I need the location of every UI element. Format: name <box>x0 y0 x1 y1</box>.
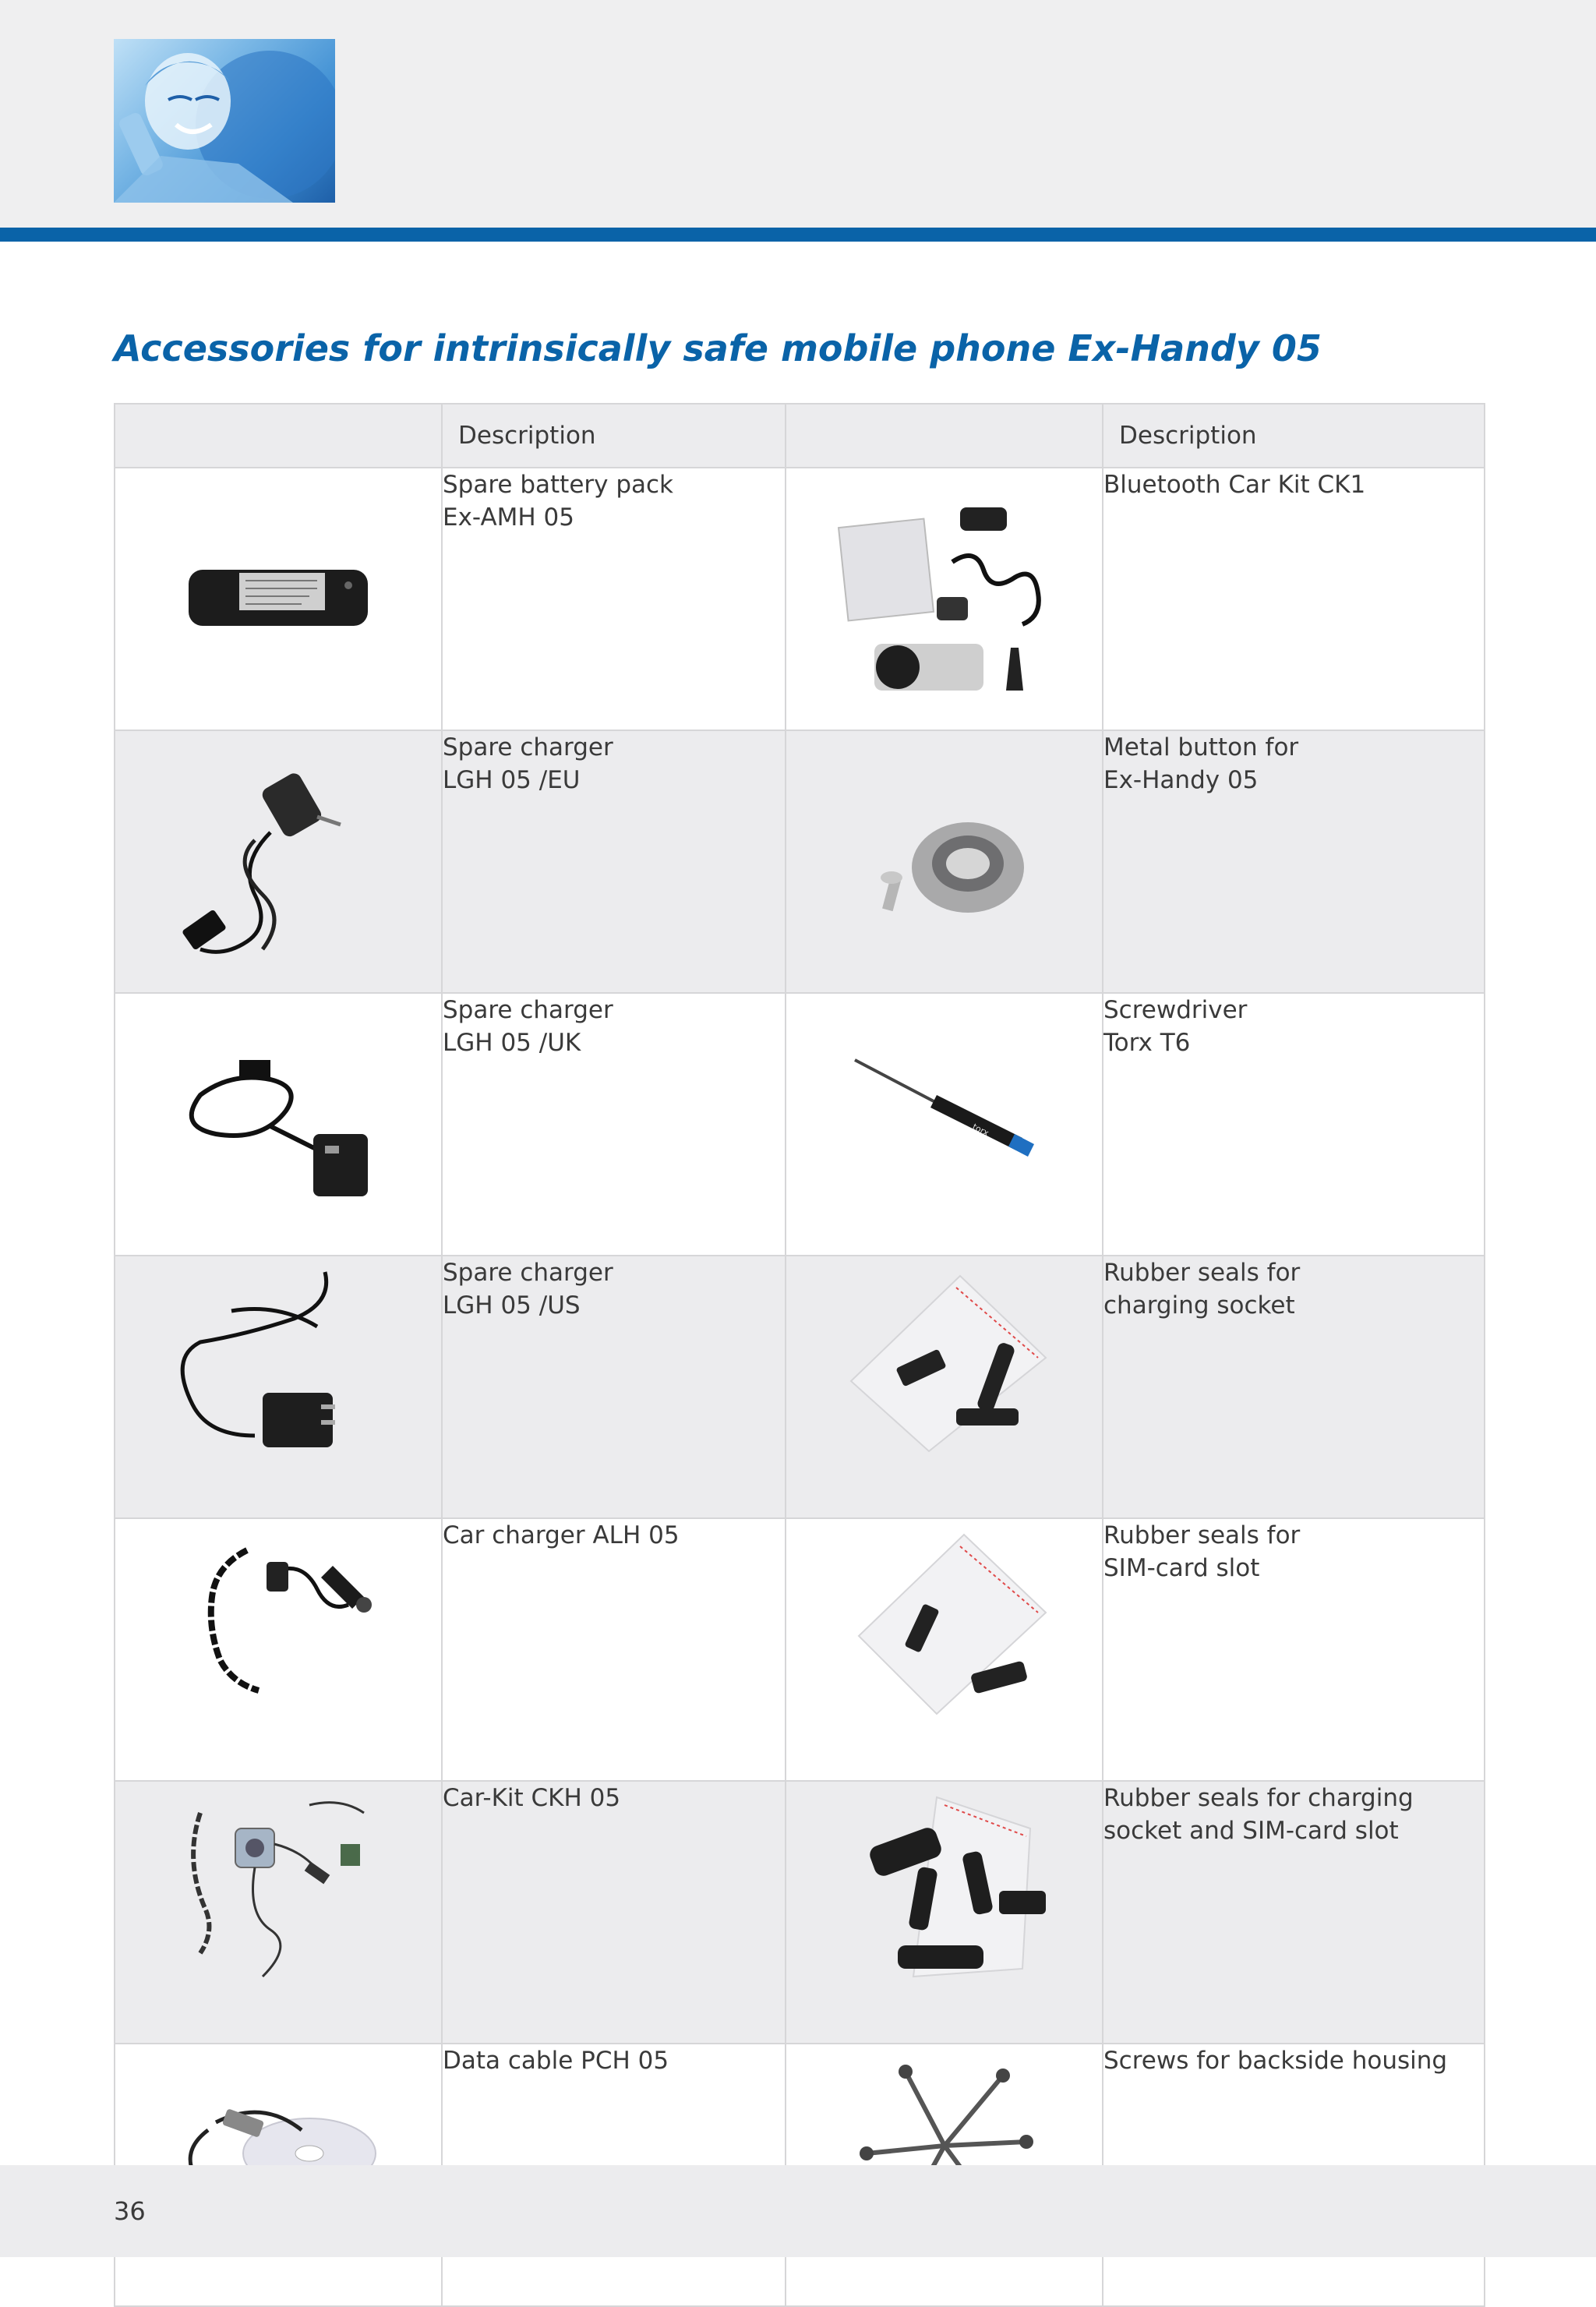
description-line: Screwdriver <box>1103 996 1248 1024</box>
description-line: LGH 05 /US <box>443 1291 581 1320</box>
description-line: Metal button for <box>1103 733 1299 761</box>
charger-uk-image <box>115 993 442 1256</box>
description-line: Spare charger <box>443 996 613 1024</box>
rubber-seals-sim-image <box>786 1518 1103 1781</box>
table-row <box>115 730 1485 993</box>
table-header-row <box>115 404 1485 468</box>
car-kit-image <box>115 1781 442 2044</box>
metal-button-image <box>786 730 1103 993</box>
bluetooth-car-kit-image <box>786 468 1103 730</box>
rubber-seals-combo-image <box>786 1781 1103 2044</box>
table-row <box>115 1781 1485 2044</box>
description-line: Spare charger <box>443 1259 613 1287</box>
description-line: Car charger ALH 05 <box>443 1521 680 1549</box>
page-title: Accessories for intrinsically safe mobile phone Ex-Handy 05 <box>114 327 1322 369</box>
description-line: Ex-Handy 05 <box>1103 766 1259 794</box>
description-line: socket and SIM-card slot <box>1103 1817 1399 1845</box>
description-right <box>1103 1781 1485 2044</box>
description-right <box>1103 468 1485 730</box>
description-left <box>442 1256 786 1518</box>
description-line: Rubber seals for charging <box>1103 1784 1414 1812</box>
description-line: LGH 05 /EU <box>443 766 581 794</box>
table-row <box>115 468 1485 730</box>
table-row <box>115 993 1485 1256</box>
description-right <box>1103 730 1485 993</box>
description-line: Car-Kit CKH 05 <box>443 1784 621 1812</box>
screwdriver-image <box>786 993 1103 1256</box>
description-left <box>442 468 786 730</box>
charger-eu-image <box>115 730 442 993</box>
description-left <box>442 1518 786 1781</box>
description-left <box>442 1781 786 2044</box>
charger-us-image <box>115 1256 442 1518</box>
svg-text:torx: torx <box>970 1122 990 1139</box>
header-description-left: Description <box>442 404 786 468</box>
header-rule <box>0 228 1596 242</box>
description-line: Spare battery pack <box>443 471 674 499</box>
header-image-right <box>786 404 1103 468</box>
description-line: Bluetooth Car Kit CK1 <box>1103 471 1366 499</box>
table-row <box>115 1518 1485 1781</box>
description-line: Rubber seals for <box>1103 1521 1301 1549</box>
description-line: Data cable PCH 05 <box>443 2047 669 2075</box>
description-right <box>1103 1256 1485 1518</box>
description-line: SIM-card slot <box>1103 1554 1260 1582</box>
description-line: Screws for backside housing <box>1103 2047 1448 2075</box>
battery-pack-image <box>115 468 442 730</box>
description-line: Spare charger <box>443 733 613 761</box>
rubber-seals-charging-image <box>786 1256 1103 1518</box>
header-photo <box>114 39 335 203</box>
header-image-left <box>115 404 442 468</box>
table-row <box>115 1256 1485 1518</box>
page-number: 36 <box>114 2196 146 2226</box>
description-line: Ex-AMH 05 <box>443 503 575 532</box>
footer-band <box>0 2165 1596 2257</box>
description-line: Rubber seals for <box>1103 1259 1301 1287</box>
description-line: Torx T6 <box>1103 1029 1191 1057</box>
description-left <box>442 730 786 993</box>
description-left <box>442 993 786 1256</box>
header-description-right: Description <box>1103 404 1485 468</box>
description-right <box>1103 1518 1485 1781</box>
description-right <box>1103 993 1485 1256</box>
description-line: LGH 05 /UK <box>443 1029 581 1057</box>
description-line: charging socket <box>1103 1291 1295 1320</box>
car-charger-image <box>115 1518 442 1781</box>
accessories-table <box>114 403 1485 2307</box>
